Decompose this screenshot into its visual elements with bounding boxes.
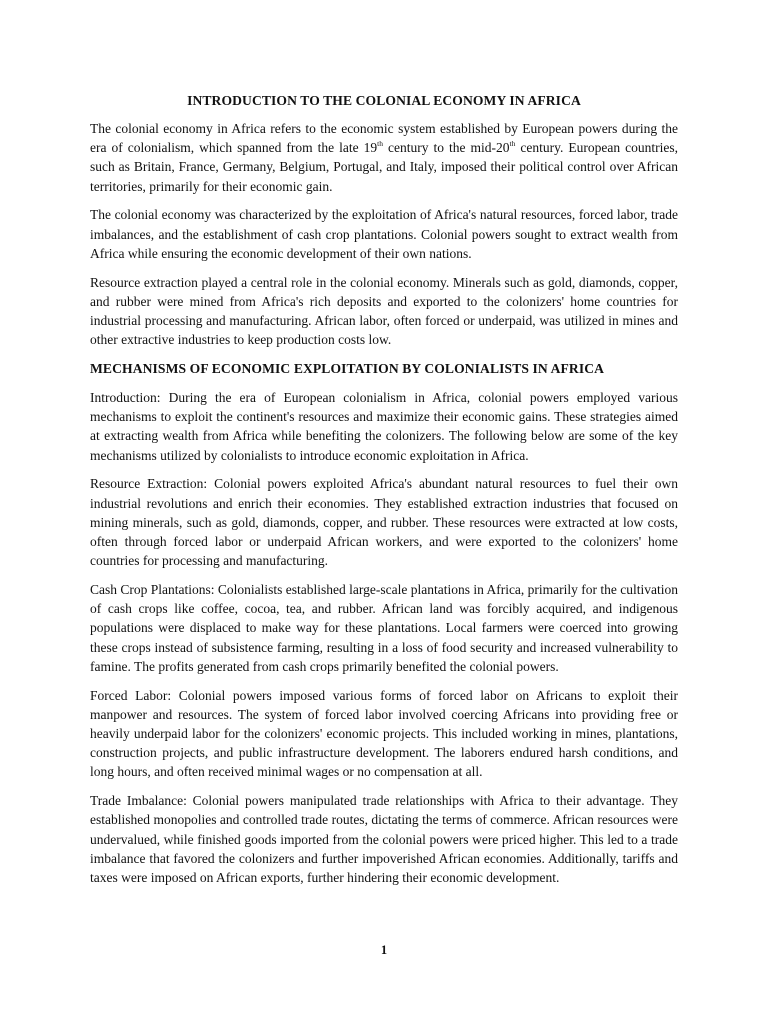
superscript-th-2: th	[509, 139, 516, 149]
section-heading: MECHANISMS OF ECONOMIC EXPLOITATION BY COLONIALISTS IN AFRICA	[90, 361, 605, 377]
superscript-th-1: th	[377, 139, 383, 149]
intro-paragraph-1	[90, 119, 678, 196]
intro-p1-text-b: century to the mid-20	[383, 140, 510, 156]
forced-labor-paragraph: Forced Labor: Colonial powers imposed various forms of forced labor on Africans to exploit their manpower and resources. The system of forced labor involved coercing Africans into providing free or heavily underpaid labor for the colonizers' economic projects. This included working in mines, plantations, construction projects, and public infrastructure development. The laborers endured harsh conditions, and long hours, and often received minimal wages or no compensation at all.	[90, 687, 678, 780]
intro-paragraph-3: Resource extraction played a central role in the colonial economy. Minerals such as gold, diamonds, copper, and rubber were mined from Africa's rich deposits and exported to the colonizers' home countries for industrial processing and manufacturing. African labor, often forced or underpaid, was utilized in mines and other extractive industries to keep production costs low.	[90, 274, 678, 348]
mechanisms-introduction-paragraph: Introduction: During the era of European colonialism in Africa, colonial powers employed various mechanisms to exploit the continent's resources and maximize their economic gains. These strategies aimed at extracting wealth from Africa while benefiting the colonizers. The following below are some of the key mechanisms utilized by colonialists to introduce economic exploitation in Africa.	[90, 390, 678, 463]
trade-imbalance-paragraph: Trade Imbalance: Colonial powers manipulated trade relationships with Africa to their advantage. They established monopolies and controlled trade routes, dictating the terms of commerce. African resources were undervalued, while finished goods imported from the colonial powers were priced higher. This led to a trade imbalance that favored the colonizers and further impoverished African economies. Additionally, tariffs and taxes were imposed on African exports, further hindering their economic development.	[90, 793, 678, 886]
intro-p1-text-c: century. European countries, such as Britain, France, Germany, Belgium, Portugal, and Italy, imposed their political control over African territories, primarily for their economic gain.	[90, 140, 678, 194]
page-number: 1	[380, 943, 388, 957]
cash-crop-plantations-paragraph: Cash Crop Plantations: Colonialists established large-scale plantations in Africa, primarily for the cultivation of cash crops like coffee, cocoa, tea, and rubber. African land was forcibly acquired, and indigenous populations were displaced to make way for these plantations. Local farmers were coerced into growing these crops instead of subsistence farming, resulting in a loss of food security and increased vulnerability to famine. The profits generated from cash crops primarily benefited the colonial powers.	[90, 582, 679, 674]
intro-p1-text-a: The colonial economy in Africa refers to the economic system established by European powers during the era of colonialism, which spanned from the late 19	[90, 121, 678, 156]
document-title: INTRODUCTION TO THE COLONIAL ECONOMY IN AFRICA	[187, 93, 581, 108]
intro-paragraph-2: The colonial economy was characterized by the exploitation of Africa's natural resources, forced labor, trade imbalances, and the establishment of cash crop plantations. Colonial powers sought to extract wealth from Africa while ensuring the economic development of their own nations.	[90, 207, 678, 261]
resource-extraction-paragraph: Resource Extraction: Colonial powers exploited Africa's abundant natural resources to fuel their own industrial revolutions and enrich their economies. They established extraction industries that focused on mining minerals, such as gold, diamonds, copper, and rubber. These resources were extracted at low costs, often through forced labor or underpaid African workers, and were exported to the colonizers' home countries for processing and manufacturing.	[90, 476, 678, 569]
